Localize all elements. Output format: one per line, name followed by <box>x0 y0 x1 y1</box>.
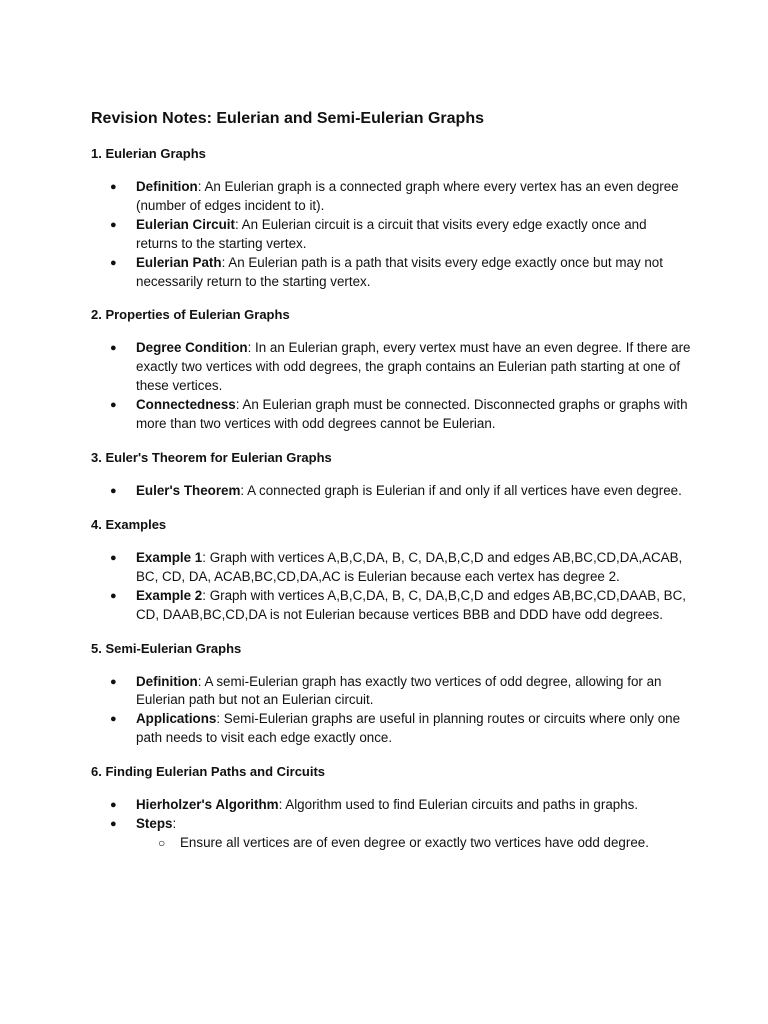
item-term: Definition <box>136 673 198 689</box>
bullet-icon: ● <box>110 256 117 269</box>
item-text: : An Eulerian path is a path that visits every edge exactly once but may not necessarily return to the starting vertex. <box>136 254 663 289</box>
bullet-list <box>91 549 691 625</box>
section-heading: 6. Finding Eulerian Paths and Circuits <box>91 764 326 780</box>
item-term: Example 2 <box>136 587 203 603</box>
bullet-icon: ● <box>110 181 117 193</box>
bullet-icon: ● <box>110 484 117 497</box>
item-term: Degree Condition <box>136 340 248 356</box>
list-item <box>91 673 691 711</box>
section-heading: 3. Euler's Theorem for Eulerian Graphs <box>91 449 332 465</box>
item-text: : Graph with vertices A,B,C,DA, B, C, DA,B,C,D and edges AB,BC,CD,DA,ACAB, BC, CD, DA, ACAB,BC,CD,DA,AC is Eulerian because each vertex has degree 2. <box>136 549 683 584</box>
item-text: : A semi-Eulerian graph has exactly two vertices of odd degree, allowing for an Eulerian path but not an Eulerian circuit. <box>136 673 662 708</box>
item-text: : <box>172 816 177 832</box>
list-item <box>91 796 691 815</box>
bullet-list <box>91 339 691 434</box>
list-item <box>91 815 691 853</box>
sub-list-item <box>136 834 691 853</box>
list-item <box>91 178 691 216</box>
document-page <box>91 107 691 867</box>
bullet-icon: ● <box>110 818 117 831</box>
list-item <box>91 587 691 625</box>
bullet-list <box>91 178 691 291</box>
section-heading: 2. Properties of Eulerian Graphs <box>91 307 290 323</box>
list-item <box>91 549 691 587</box>
list-item <box>91 710 691 748</box>
bullet-list <box>91 482 691 501</box>
bullet-icon: ● <box>110 551 117 564</box>
item-term: Eulerian Path <box>136 254 222 270</box>
list-item <box>91 254 691 292</box>
item-text: : Graph with vertices A,B,C,DA, B, C, DA,B,C,D and edges AB,BC,CD,DAAB, BC, CD, DAAB,BC,CD,DA is not Eulerian because vertices BBB and DDD have odd degrees. <box>136 587 686 622</box>
item-term: Eulerian Circuit <box>136 216 235 232</box>
bullet-icon: ● <box>110 713 117 726</box>
section-heading: 1. Eulerian Graphs <box>91 146 206 161</box>
list-item <box>91 482 691 501</box>
bullet-icon: ● <box>110 399 117 412</box>
item-term: Definition <box>136 179 198 194</box>
item-term: Example 1 <box>136 549 203 565</box>
sub-item-text: Ensure all vertices are of even degree or exactly two vertices have odd degree. <box>180 834 649 850</box>
item-text: : An Eulerian graph is a connected graph where every vertex has an even degree (number of edges incident to it). <box>136 179 679 213</box>
item-term: Steps <box>136 816 173 832</box>
bullet-list <box>91 796 691 853</box>
list-item <box>91 396 691 434</box>
item-term: Connectedness <box>136 397 236 413</box>
item-text: : In an Eulerian graph, every vertex must have an even degree. If there are exactly two vertices with odd degrees, the graph contains an Eulerian path starting at one of these vertices. <box>136 340 691 394</box>
section-heading: 4. Examples <box>91 516 167 532</box>
item-text: : An Eulerian circuit is a circuit that visits every edge exactly once and returns to the starting vertex. <box>136 216 647 251</box>
item-text: : An Eulerian graph must be connected. Disconnected graphs or graphs with more than two vertices with odd degrees cannot be Eulerian. <box>136 397 688 432</box>
bullet-icon: ● <box>110 342 117 355</box>
item-term: Hierholzer's Algorithm <box>136 797 279 813</box>
bullet-icon: ● <box>110 799 117 812</box>
list-item <box>91 216 691 254</box>
bullet-icon: ● <box>110 675 117 688</box>
item-term: Euler's Theorem <box>136 482 241 498</box>
item-text: : A connected graph is Eulerian if and only if all vertices have even degree. <box>240 482 682 498</box>
list-item <box>91 339 691 396</box>
sub-list <box>136 834 691 853</box>
item-term: Applications <box>136 711 217 727</box>
item-text: : Algorithm used to find Eulerian circuits and paths in graphs. <box>278 797 639 813</box>
bullet-icon: ● <box>110 218 117 231</box>
item-text: : Semi-Eulerian graphs are useful in planning routes or circuits where only one path needs to visit each edge exactly once. <box>136 711 681 746</box>
bullet-icon: ● <box>110 589 117 602</box>
document-title: Revision Notes: Eulerian and Semi-Eulerian Graphs <box>91 110 484 127</box>
section-heading: 5. Semi-Eulerian Graphs <box>91 640 242 656</box>
hollow-bullet-icon: ○ <box>158 835 166 850</box>
bullet-list <box>91 673 691 749</box>
